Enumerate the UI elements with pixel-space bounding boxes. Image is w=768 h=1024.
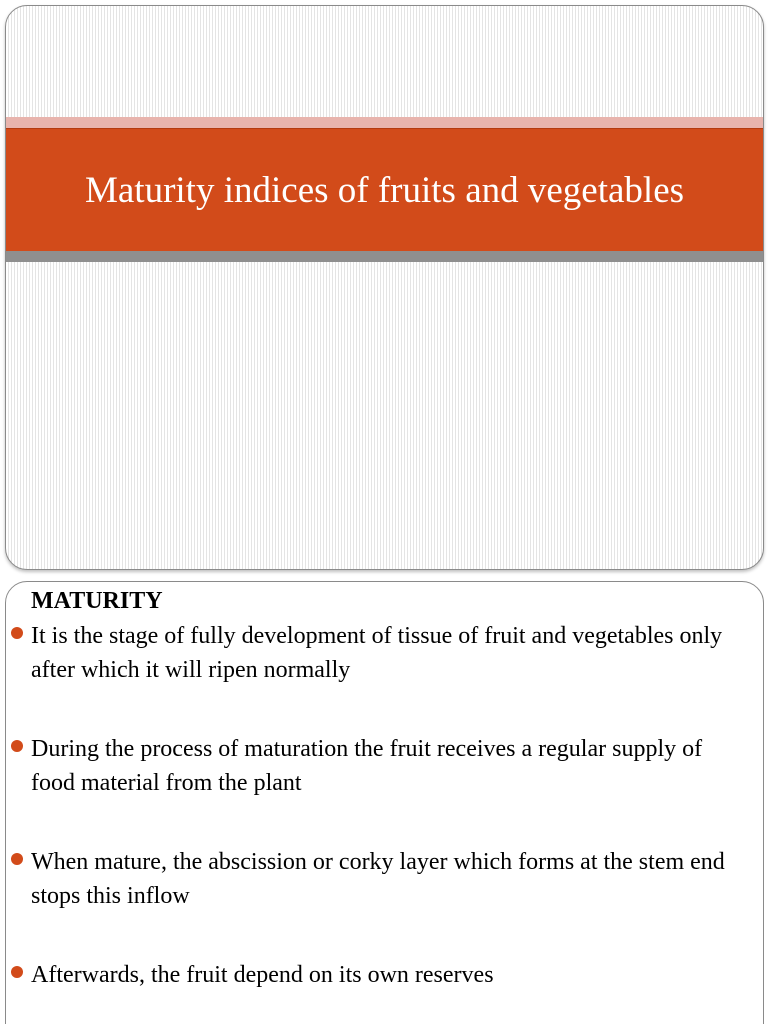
title-top-accent-strip [6, 117, 763, 128]
title-band [6, 128, 763, 252]
bullet-item [11, 845, 746, 913]
bullet-dot-icon [11, 627, 23, 639]
bullet-text: Afterwards, the fruit depend on its own reserves [31, 962, 494, 988]
title-slide [5, 5, 764, 570]
bullet-text: During the process of maturation the fruit receives a regular supply of food material from the plant [31, 736, 703, 796]
slide-heading: MATURITY [31, 588, 163, 614]
bullet-dot-icon [11, 740, 23, 752]
title-bottom-accent-strip [6, 251, 763, 262]
bullet-item [11, 619, 746, 687]
bullet-item [11, 732, 746, 800]
bullet-item [11, 958, 746, 992]
bullet-text: When mature, the abscission or corky layer which forms at the stem end stops this inflow [31, 849, 725, 909]
slide-title: Maturity indices of fruits and vegetables [84, 169, 685, 211]
bullet-dot-icon [11, 853, 23, 865]
bullet-text: It is the stage of fully development of tissue of fruit and vegetables only after which it will ripen normally [31, 623, 723, 683]
bullet-dot-icon [11, 966, 23, 978]
content-slide [5, 581, 764, 1024]
